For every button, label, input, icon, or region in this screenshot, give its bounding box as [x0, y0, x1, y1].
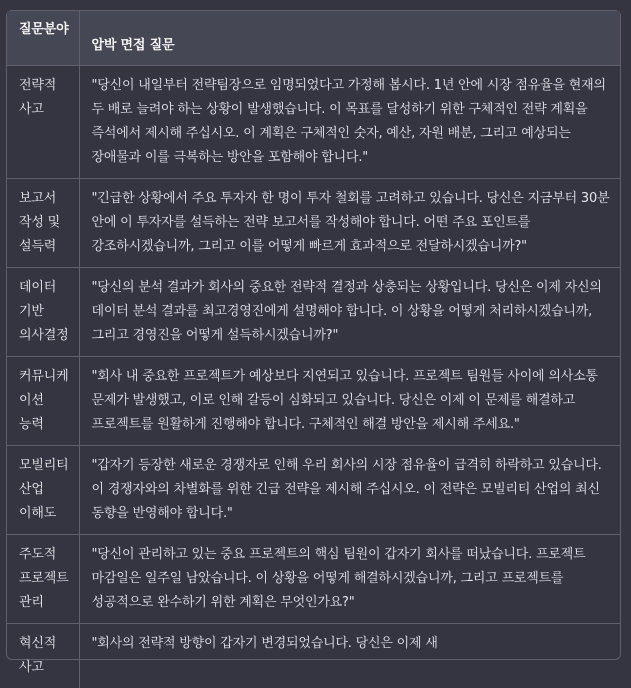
table-row: [7, 357, 620, 446]
row-category: 데이터 기반 의사결정: [7, 268, 79, 357]
table-row: [7, 624, 620, 688]
row-question: "당신이 내일부터 전략팀장으로 임명되었다고 가정해 봅시다. 1년 안에 시장 점유율을 현재의 두 배로 늘려야 하는 상황이 발생했습니다. 이 목표를 달성하기 위한 구체적인 전략 계획을 즉석에서 제시해 주십시오. 이 계획은 구체적인 숫자, 예산, 자원 배분, 그리고 예상되는 장애물과 이를 극복하는 방안을 포함해야 합니다.": [79, 66, 620, 179]
row-question: "회사 내 중요한 프로젝트가 예상보다 지연되고 있습니다. 프로젝트 팀원들 사이에 의사소통 문제가 발생했고, 이로 인해 갈등이 심화되고 있습니다. 당신은 이제 이 문제를 해결하고 프로젝트를 원활하게 진행해야 합니다. 구체적인 해결 방안을 제시해 주세요.": [79, 357, 620, 446]
row-category: 모빌리티 산업 이해도: [7, 446, 79, 535]
row-question: "당신의 분석 결과가 회사의 중요한 전략적 결정과 상충되는 상황입니다. 당신은 이제 자신의 데이터 분석 결과를 최고경영진에게 설명해야 합니다. 이 상황을 어떻게 처리하시겠습니까, 그리고 경영진을 어떻게 설득하시겠습니까?": [79, 268, 620, 357]
row-question: "회사의 전략적 방향이 갑자기 변경되었습니다. 당신은 이제 새: [79, 624, 620, 688]
row-category: 보고서 작성 및 설득력: [7, 179, 79, 268]
row-category: 전략적 사고: [7, 66, 79, 179]
row-category: 혁신적 사고: [7, 624, 79, 688]
header-category: 질문분야: [7, 11, 79, 66]
table-row: [7, 535, 620, 624]
row-question: "당신이 관리하고 있는 중요 프로젝트의 핵심 팀원이 갑자기 회사를 떠났습니다. 프로젝트 마감일은 일주일 남았습니다. 이 상황을 어떻게 해결하시겠습니까, 그리고 프로젝트를 성공적으로 완수하기 위한 계획은 무엇인가요?": [79, 535, 620, 624]
row-category: 커뮤니케이션 능력: [7, 357, 79, 446]
table-row: [7, 446, 620, 535]
interview-table-container: [6, 10, 621, 660]
row-category: 주도적 프로젝트 관리: [7, 535, 79, 624]
row-question: "갑자기 등장한 새로운 경쟁자로 인해 우리 회사의 시장 점유율이 급격히 하락하고 있습니다. 이 경쟁자와의 차별화를 위한 긴급 전략을 제시해 주십시오. 이 전략은 모빌리티 산업의 최신 동향을 반영해야 합니다.": [79, 446, 620, 535]
row-question: "긴급한 상황에서 주요 투자자 한 명이 투자 철회를 고려하고 있습니다. 당신은 지금부터 30분 안에 이 투자자를 설득하는 전략 보고서를 작성해야 합니다. 어떤 주요 포인트를 강조하시겠습니까, 그리고 이를 어떻게 빠르게 효과적으로 전달하시겠습니까?": [79, 179, 620, 268]
header-question: 압박 면접 질문: [79, 11, 620, 66]
table-row: [7, 179, 620, 268]
table-header-row: [7, 11, 620, 66]
table-row: [7, 268, 620, 357]
table-row: [7, 66, 620, 179]
interview-questions-table: [7, 11, 620, 688]
